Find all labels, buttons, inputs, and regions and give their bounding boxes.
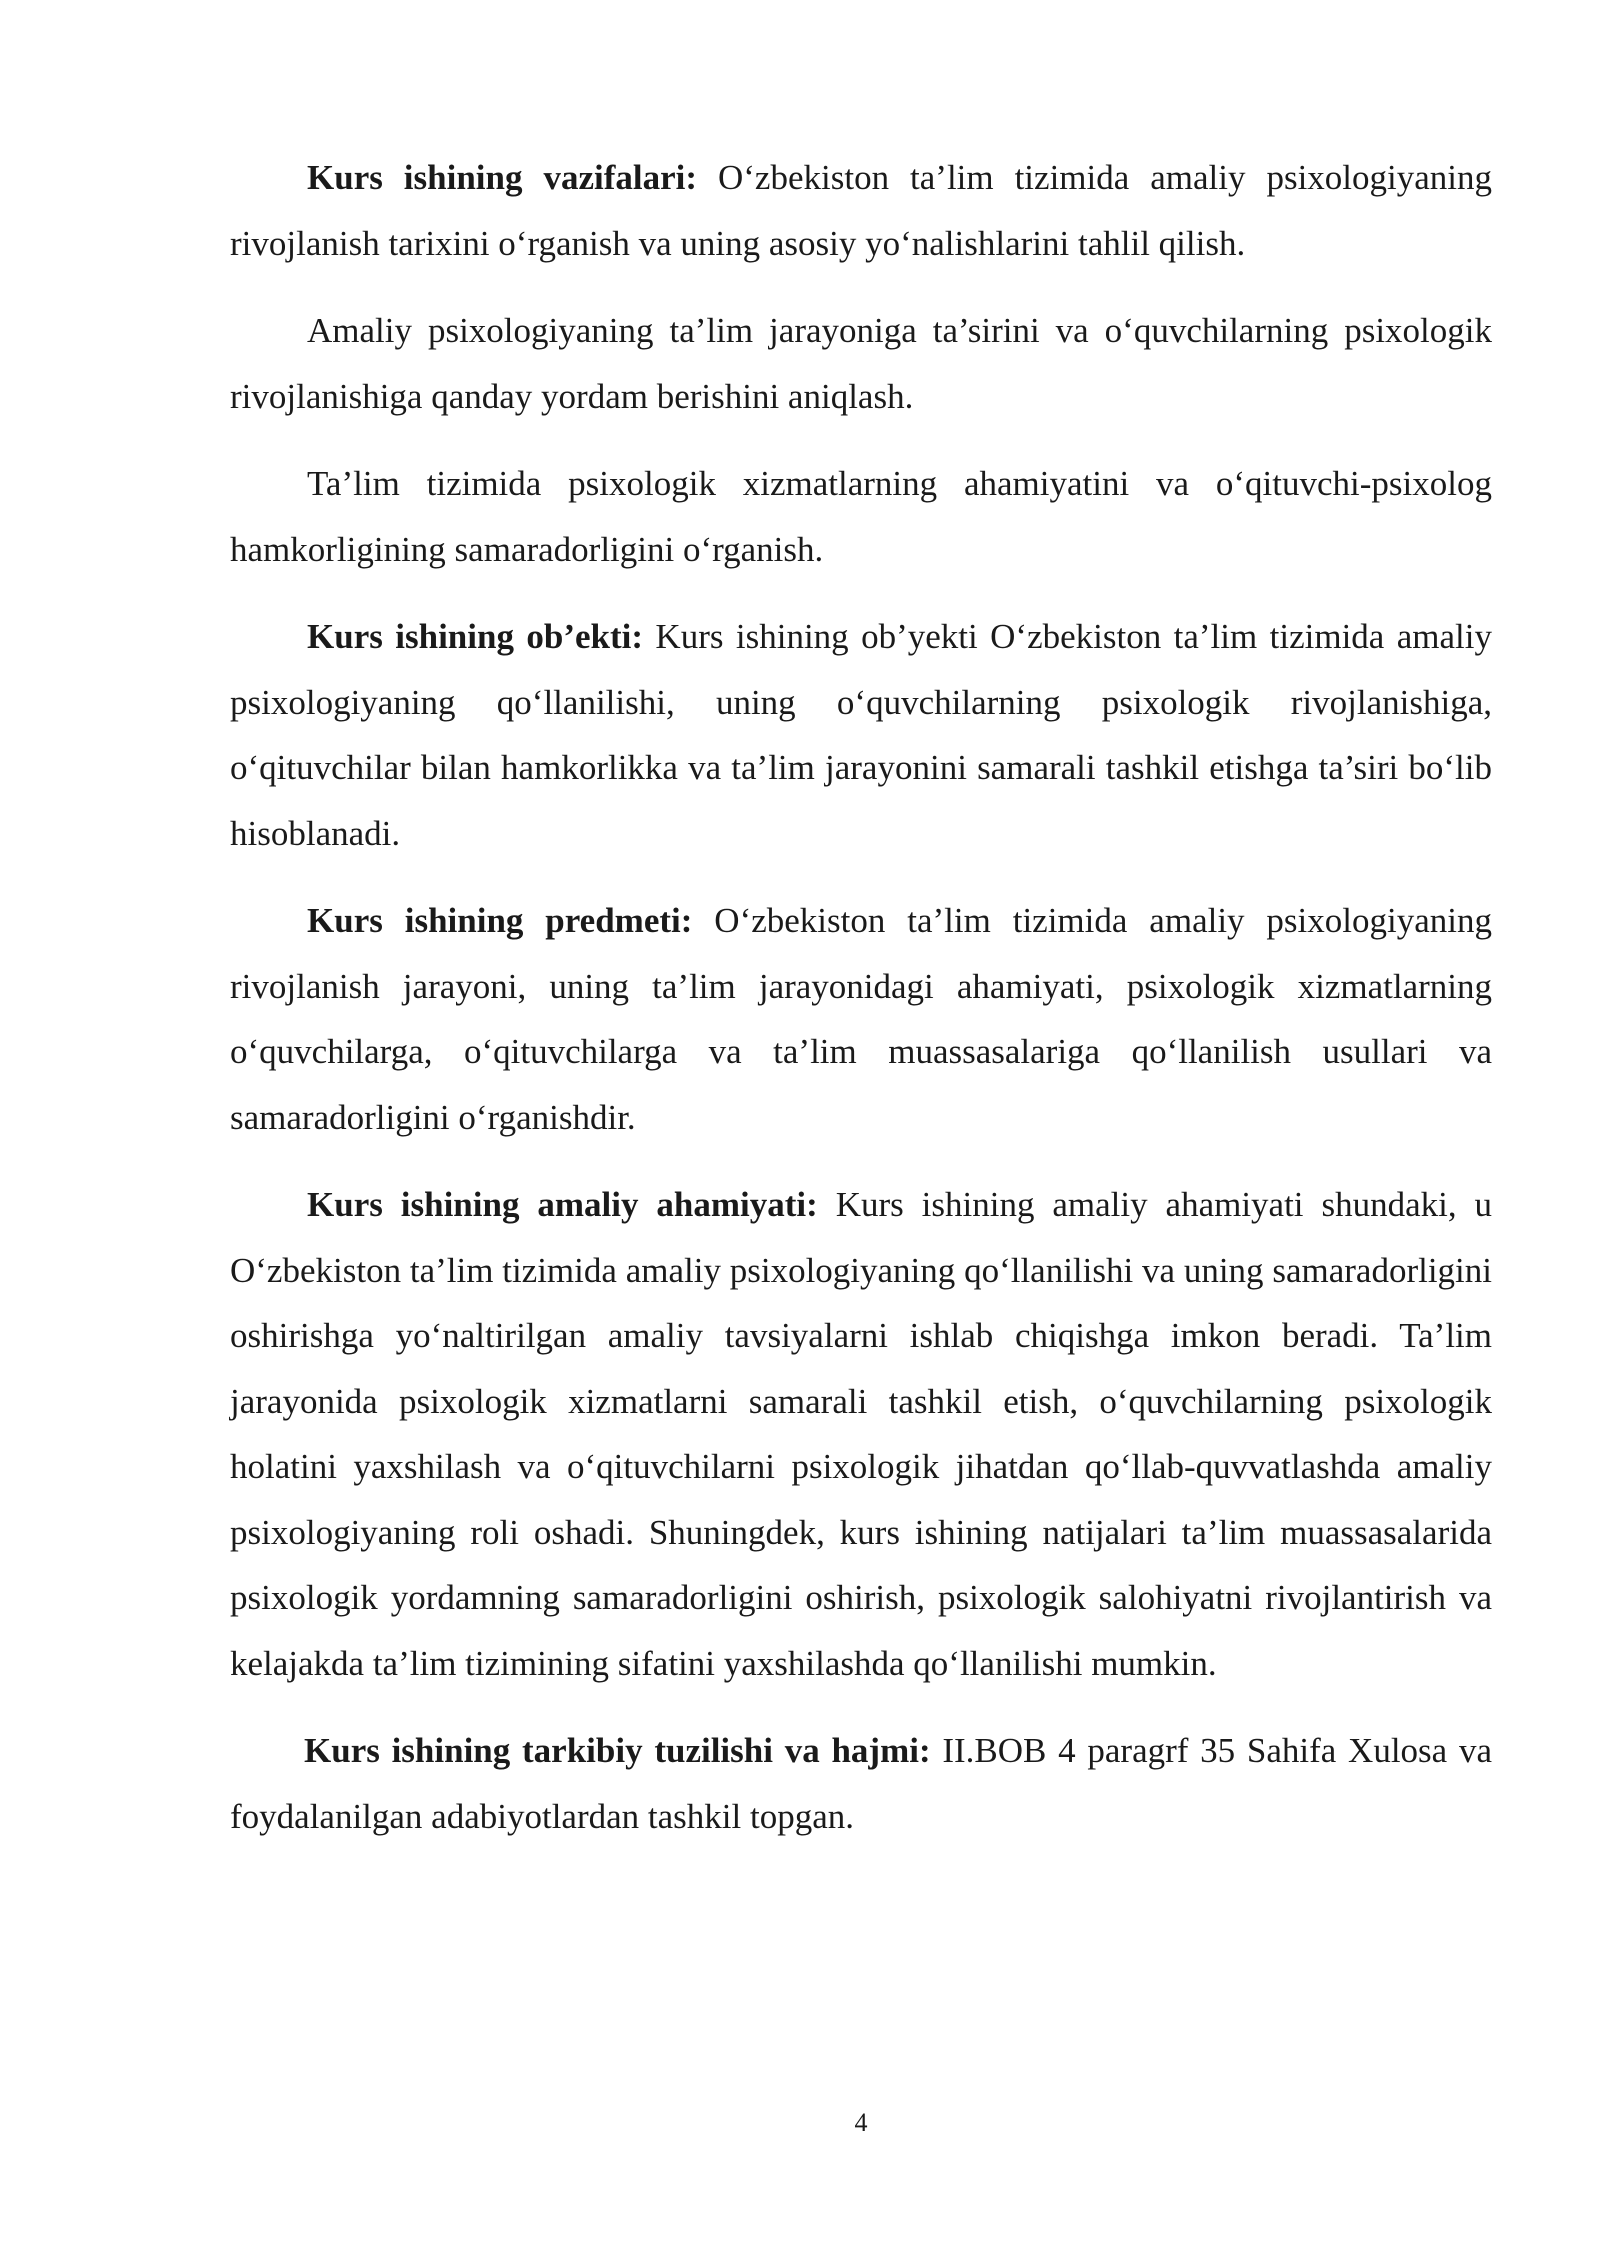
- paragraph-heading: Kurs ishining ob’ekti:: [307, 617, 644, 656]
- paragraph-heading: Kurs ishining predmeti:: [307, 901, 693, 940]
- paragraph-text: O‘zbekiston ta’lim tizimida amaliy psixologiyaning rivojlanish tarixini o‘rganish va uning asosiy yo‘nalishlarini tahlil qilish.: [230, 158, 1493, 263]
- paragraph-structure-volume: [230, 1718, 1492, 1849]
- page-body: [230, 145, 1492, 1871]
- paragraph-heading: Kurs ishining vazifalari:: [307, 158, 698, 197]
- paragraph-task-2: [230, 298, 1492, 429]
- paragraph-heading: Kurs ishining tarkibiy tuzilishi va hajmi:: [304, 1731, 931, 1770]
- paragraph-text: O‘zbekiston ta’lim tizimida amaliy psixologiyaning rivojlanish jarayoni, uning ta’lim jarayonidagi ahamiyati, psixologik xizmatlarning o‘quvchilarga, o‘qituvchilarga va ta’lim muassasalariga qo‘llanilish usullari va samaradorligini o‘rganishdir.: [230, 901, 1492, 1137]
- paragraph-task-3: [230, 451, 1492, 582]
- paragraph-text: Amaliy psixologiyaning ta’lim jarayoniga ta’sirini va o‘quvchilarning psixologik rivojlanishiga qanday yordam berishini aniqlash.: [230, 311, 1492, 416]
- paragraph-tasks: [230, 145, 1492, 276]
- page-number: 4: [854, 2108, 868, 2137]
- paragraph-practical-significance: [230, 1172, 1492, 1696]
- paragraph-text: Kurs ishining ob’yekti O‘zbekiston ta’lim tizimida amaliy psixologiyaning qo‘llanilishi, uning o‘quvchilarning psixologik rivojlanishiga, o‘qituvchilar bilan hamkorlikka va ta’lim jarayonini samarali tashkil etishga ta’siri bo‘lib hisoblanadi.: [230, 617, 1492, 853]
- paragraph-object: [230, 604, 1492, 866]
- paragraph-text: Ta’lim tizimida psixologik xizmatlarning ahamiyatini va o‘qituvchi-psixolog hamkorligining samaradorligini o‘rganish.: [230, 464, 1492, 569]
- paragraph-text: Kurs ishining amaliy ahamiyati shundaki, u O‘zbekiston ta’lim tizimida amaliy psixologiyaning qo‘llanilishi va uning samaradorligini oshirishga yo‘naltirilgan amaliy tavsiyalarni ishlab chiqishga imkon beradi. Ta’lim jarayonida psixologik xizmatlarni samarali tashkil etish, o‘quvchilarning psixologik holatini yaxshilash va o‘qituvchilarni psixologik jihatdan qo‘llab-quvvatlashda amaliy psixologiyaning roli oshadi. Shuningdek, kurs ishining natijalari ta’lim muassasalarida psixologik yordamning samaradorligini oshirish, psixologik salohiyatni rivojlantirish va kelajakda ta’lim tizimining sifatini yaxshilashda qo‘llanilishi mumkin.: [230, 1185, 1492, 1683]
- paragraph-heading: Kurs ishining amaliy ahamiyati:: [307, 1185, 818, 1224]
- paragraph-text: II.BOB 4 paragrf 35 Sahifa Xulosa va foydalanilgan adabiyotlardan tashkil topgan.: [230, 1731, 1492, 1836]
- paragraph-subject: [230, 888, 1492, 1150]
